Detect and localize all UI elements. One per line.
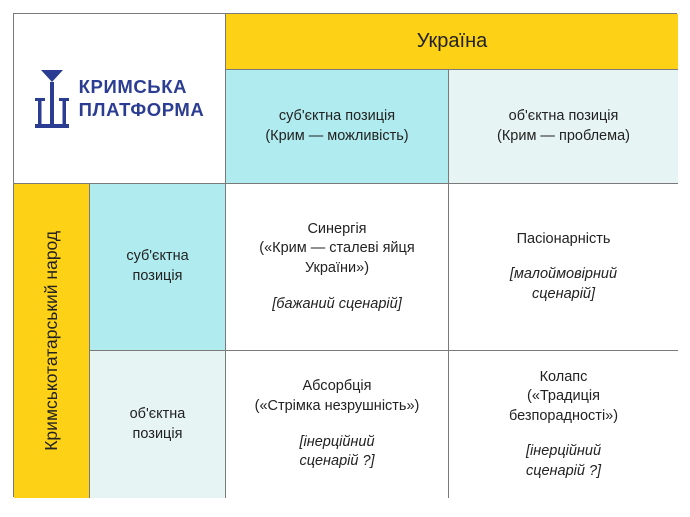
cell-absorption-scenario [299,433,374,472]
column-header-subject-line-1: суб'єктна позиція [278,107,396,124]
tamga-icon [35,68,69,130]
cell-collapse-line-3: безпорадності») [508,407,619,424]
cell-passionarity-title: Пасіонарність [516,230,611,247]
row-header-subject [90,184,226,351]
column-header-object-line-2: (Крим — проблема) [497,127,630,144]
cell-passionarity-scenario [510,265,617,304]
cell-absorption [226,351,449,498]
cell-synergy-line-3: України») [304,260,370,276]
row-header-subject-line-2: позиція [132,268,183,284]
cell-synergy-title: Синергія [307,220,367,237]
row-header-object [90,351,226,498]
crimea-platform-logo [35,68,205,130]
row-group-header-crimean-tatars [14,184,90,498]
column-header-subject-line-2: (Крим — можливість) [265,127,409,144]
cell-passionarity-scenario-line-1: [малоймовірний [509,266,618,283]
cell-passionarity [449,184,678,351]
cell-absorption-scenario-line-1: [інерційний [299,433,375,450]
cell-collapse-scenario [526,442,601,481]
row-header-object-line-2: позиція [132,425,183,442]
logo-wordmark [79,76,205,121]
column-header-object [449,70,678,184]
row-header-object-line-1: об'єктна [129,405,186,422]
cell-synergy-line-2: («Крим — сталеві яйця [259,240,415,257]
row-group-title: Кримськотатарський народ [40,231,61,451]
cell-collapse-scenario-line-2: сценарій ?] [525,462,602,479]
logo-line-1: КРИМСЬКА [78,75,188,97]
column-group-header-ukraine [226,14,678,70]
column-header-subject [226,70,449,184]
cell-passionarity-scenario-line-2: сценарій] [531,285,596,302]
scenario-matrix [13,13,677,497]
cell-collapse [449,351,678,498]
cell-absorption-line-2: («Стрімка незрушність») [254,397,420,414]
column-group-title: Україна [416,30,488,52]
logo-cell [14,14,226,184]
cell-synergy [226,184,449,351]
logo-line-2: ПЛАТФОРМА [78,98,205,120]
cell-collapse-scenario-line-1: [інерційний [525,443,602,460]
cell-collapse-line-2: («Традиція [526,388,600,405]
row-header-subject-line-1: суб'єктна [126,248,189,265]
cell-absorption-title: Абсорбція [302,378,372,395]
cell-synergy-scenario: [бажаний сценарій] [272,295,402,312]
cell-absorption-scenario-line-2: сценарій ?] [299,453,375,470]
column-header-object-line-1: об'єктна позиція [508,107,619,124]
cell-collapse-title: Колапс [539,368,588,385]
